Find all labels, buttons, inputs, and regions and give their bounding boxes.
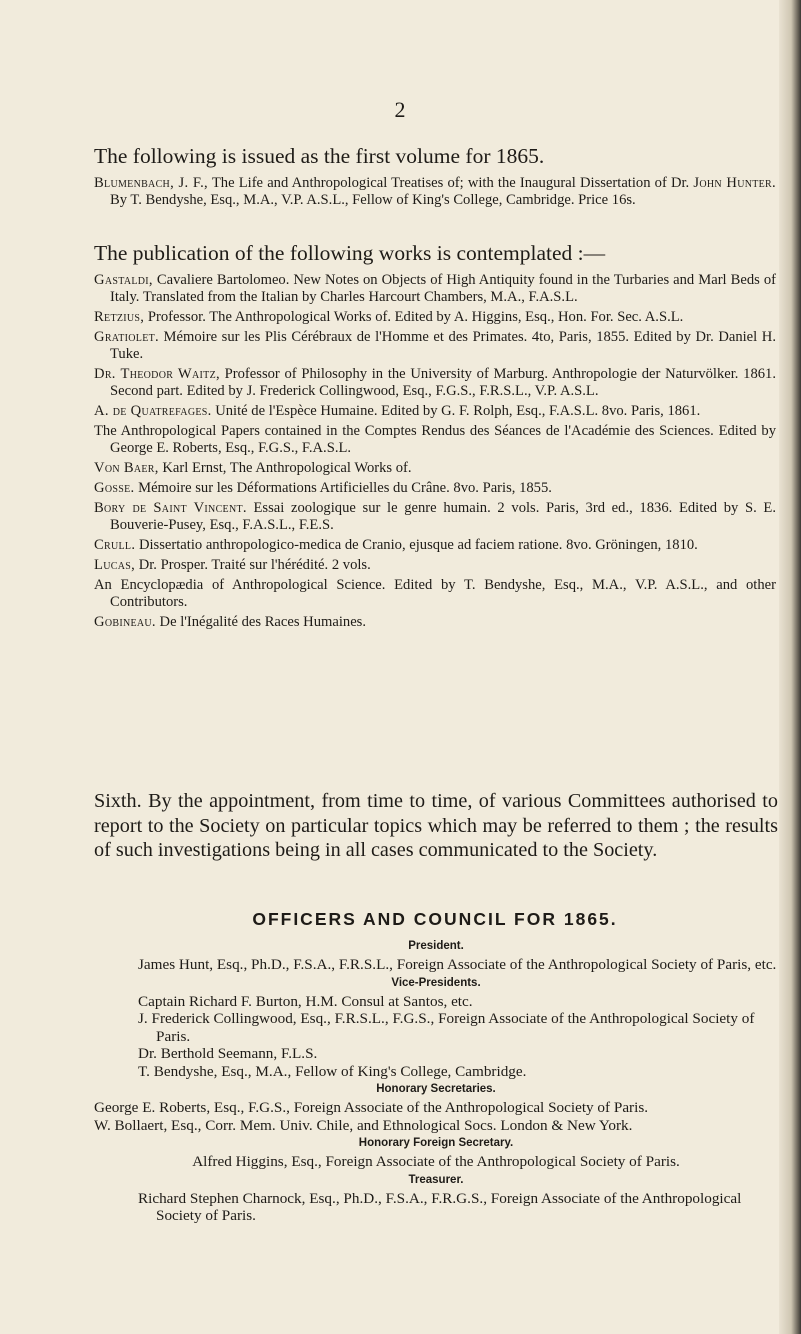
entry-author: Von Baer,	[94, 460, 159, 476]
entry-author: Dr. Theodor Waitz,	[94, 366, 220, 382]
contemplated-entry	[94, 329, 776, 363]
officers-title: OFFICERS AND COUNCIL FOR 1865.	[252, 909, 618, 929]
vice-president-entry: J. Frederick Collingwood, Esq., F.R.S.L., F.G.S., Foreign Associate of the Anthropological Society of Paris.	[138, 1010, 755, 1045]
secretary-entry: George E. Roberts, Esq., F.G.S., Foreign Associate of the Anthropological Society of Paris.	[94, 1099, 649, 1116]
vice-president-entry: Captain Richard F. Burton, H.M. Consul at Santos, etc.	[138, 992, 473, 1010]
entry-author: Gratiolet.	[94, 329, 159, 345]
entry-author: John Hunter.	[693, 175, 776, 191]
entry-text: By T. Bendyshe, Esq., M.A., V.P. A.S.L., Fellow of King's College, Cambridge. Price 16s.	[110, 192, 636, 208]
issued-entry	[94, 175, 776, 209]
contemplated-heading: The publication of the following works is contemplated :—	[94, 241, 606, 265]
contemplated-entry	[94, 309, 776, 326]
vice-presidents-label: Vice-Presidents.	[391, 976, 481, 989]
treasurer-entry: Richard Stephen Charnock, Esq., Ph.D., F.S.A., F.R.G.S., Foreign Associate of the Anthropological Society of Paris.	[138, 1189, 742, 1224]
page-edge-shadow	[779, 0, 801, 1334]
entry-author: Gastaldi,	[94, 272, 153, 288]
entry-text: The Anthropological Papers contained in the Comptes Rendus des Séances de l'Académie des Sciences. Edited by George E. Roberts, Esq., F.G.S., F.A.S.L.	[94, 423, 776, 456]
entry-author: Retzius,	[94, 309, 145, 325]
issued-heading: The following is issued as the first volume for 1865.	[94, 144, 545, 168]
contemplated-entry	[94, 537, 776, 554]
entry-author: Blumenbach, J. F.,	[94, 175, 208, 191]
contemplated-entry	[94, 272, 776, 306]
entry-text: Mémoire sur les Plis Cérébraux de l'Homme et des Primates. 4to, Paris, 1855. Edited by Dr. Daniel H. Tuke.	[110, 329, 776, 362]
contemplated-entry	[94, 614, 776, 631]
secretaries-label: Honorary Secretaries.	[376, 1083, 496, 1095]
entry-text: Mémoire sur les Déformations Artificielles du Crâne. 8vo. Paris, 1855.	[134, 480, 552, 496]
contemplated-entry	[94, 577, 776, 611]
foreign-secretary-label: Honorary Foreign Secretary.	[358, 1137, 514, 1149]
issued-list	[94, 175, 776, 212]
vice-president-entry: T. Bendyshe, Esq., M.A., Fellow of King's College, Cambridge.	[138, 1062, 527, 1080]
contemplated-entry	[94, 500, 776, 534]
president-entry: James Hunt, Esq., Ph.D., F.S.A., F.R.S.L., Foreign Associate of the Anthropological Society of Paris, etc.	[138, 956, 777, 973]
entry-author: Gosse.	[94, 480, 135, 496]
vice-president-entry: Dr. Berthold Seemann, F.L.S.	[138, 1045, 318, 1062]
entry-author: Bory de Saint Vincent.	[94, 500, 247, 516]
officers-list	[94, 937, 778, 1225]
contemplated-entry	[94, 557, 776, 574]
entry-author: Lucas,	[94, 557, 136, 573]
contemplated-list	[94, 272, 776, 634]
contemplated-entry	[94, 460, 776, 477]
entry-text: Dr. Prosper. Traité sur l'hérédité. 2 vols.	[135, 557, 371, 573]
contemplated-entry	[94, 480, 776, 497]
contemplated-entry	[94, 403, 776, 420]
entry-text: Karl Ernst, The Anthropological Works of.	[158, 460, 412, 476]
entry-author: Crull.	[94, 537, 136, 553]
foreign-secretary-entry: Alfred Higgins, Esq., Foreign Associate of the Anthropological Society of Paris.	[192, 1153, 680, 1170]
entry-text: Professor of Philosophy in the University of Marburg. Anthropologie der Naturvölker. 1861. Second part. Edited by J. Frederick Collingwood, Esq., F.G.S., F.R.S.L., V.P. A.S.L.	[110, 366, 776, 399]
entry-author: A. de Quatrefages.	[94, 403, 212, 419]
entry-text: An Encyclopædia of Anthropological Science. Edited by T. Bendyshe, Esq., M.A., V.P. A.S.L., and other Contributors.	[94, 577, 776, 610]
entry-text: De l'Inégalité des Races Humaines.	[155, 614, 367, 630]
entry-author: Gobineau.	[94, 614, 156, 630]
president-label: President.	[408, 940, 464, 952]
secretary-entry: W. Bollaert, Esq., Corr. Mem. Univ. Chile, and Ethnological Socs. London & New York.	[94, 1116, 633, 1134]
entry-text: Professor. The Anthropological Works of. Edited by A. Higgins, Esq., Hon. For. Sec. A.S.L.	[144, 309, 684, 325]
page-number: 2	[394, 97, 406, 122]
entry-text: Essai zoologique sur le genre humain. 2 vols. Paris, 3rd ed., 1836. Edited by S. E. Bouverie-Pusey, Esq., F.A.S.L., F.E.S.	[110, 500, 776, 533]
entry-text: Dissertatio anthropologico-medica de Cranio, ejusque ad faciem ratione. 8vo. Gröningen, 1810.	[135, 537, 698, 553]
sixth-paragraph: Sixth. By the appointment, from time to time, of various Committees authorised to report to the Society on particular topics which may be referred to them ; the results of such investigations being in all cases communicated to the Society.	[94, 790, 778, 862]
entry-text: Unité de l'Espèce Humaine. Edited by G. F. Rolph, Esq., F.A.S.L. 8vo. Paris, 1861.	[211, 403, 701, 419]
entry-text: Cavaliere Bartolomeo. New Notes on Objects of High Antiquity found in the Turbaries and Marl Beds of Italy. Translated from the Italian by Charles Harcourt Chambers, M.A., F.A.S.L.	[110, 272, 776, 305]
contemplated-entry	[94, 423, 776, 457]
entry-text: The Life and Anthropological Treatises of; with the Inaugural Dissertation of Dr.	[208, 175, 694, 191]
treasurer-label: Treasurer.	[408, 1173, 464, 1186]
contemplated-entry	[94, 366, 776, 400]
